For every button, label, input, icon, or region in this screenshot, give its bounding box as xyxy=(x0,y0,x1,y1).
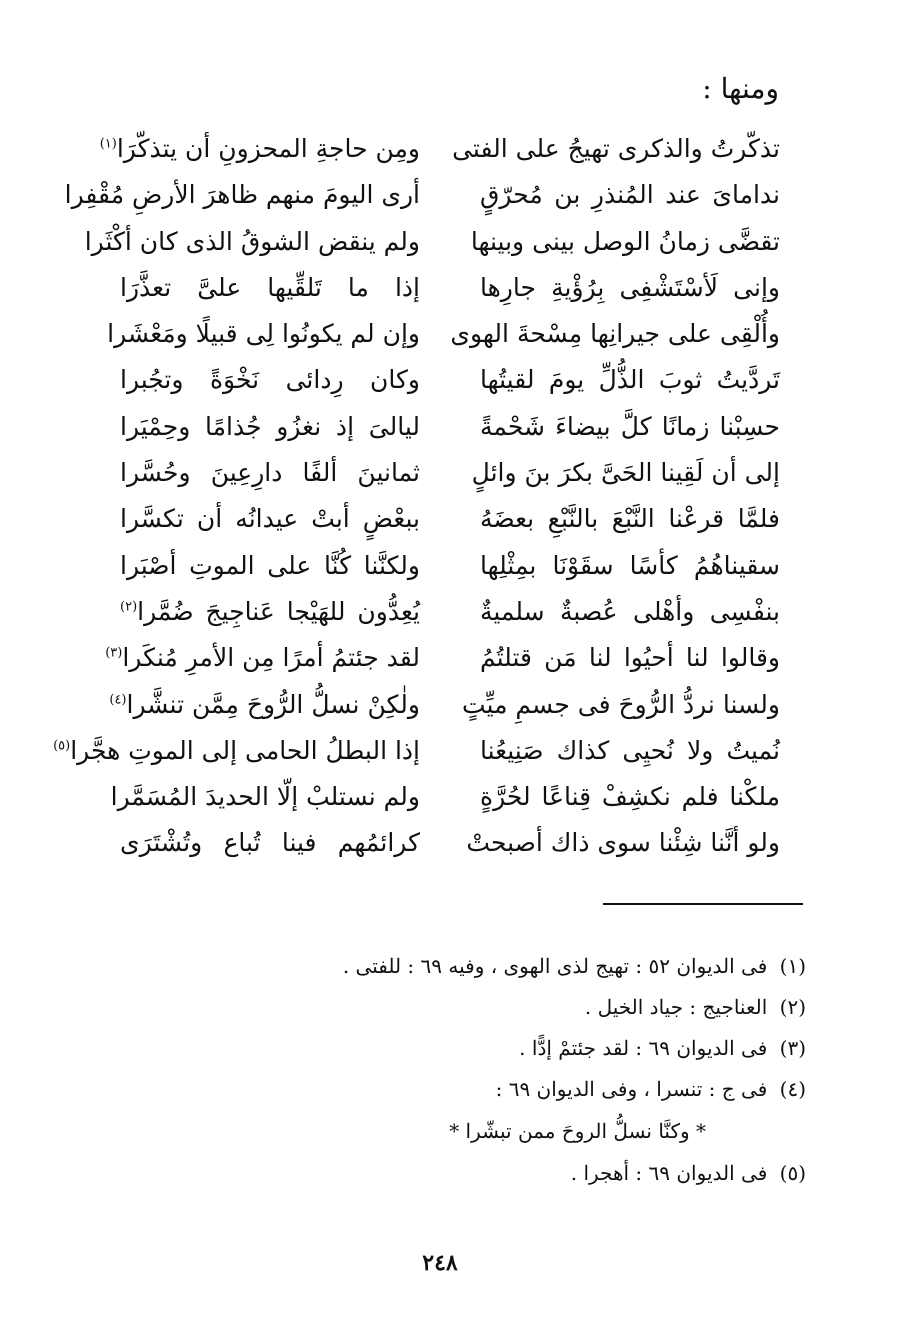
first-hemistich: ولو أنَّنا شِئْنا سوى ذاك أصبحتْ xyxy=(466,828,780,858)
second-hemistich xyxy=(120,589,420,635)
second-hemistich xyxy=(107,311,420,357)
hemistich-text: أرى اليومَ منهم ظاهرَ الأرضِ مُقْفِرا xyxy=(64,180,420,210)
verse-line xyxy=(110,774,780,820)
hemistich-text: ولكنَّنا كُنَّا على الموتِ أصْبَرا xyxy=(120,550,420,580)
footnote xyxy=(286,946,806,987)
second-hemistich xyxy=(84,219,420,265)
hemistich-text: كرائمُهم فينا تُباع وتُشْتَرَى xyxy=(120,828,420,858)
section-heading: ومنها : xyxy=(702,72,779,105)
second-hemistich xyxy=(109,682,420,728)
footnote-text: فى الديوان ٦٩ : أهجرا . xyxy=(570,1161,768,1185)
first-hemistich: بنفْسِى وأهْلى عُصبةٌ سلميةٌ xyxy=(480,596,780,626)
verse-line xyxy=(109,682,780,728)
verse-line xyxy=(120,357,780,403)
second-hemistich xyxy=(105,635,420,681)
footnote-text: فى ج : تنسرا ، وفى الديوان ٦٩ : xyxy=(495,1077,768,1101)
verse-line xyxy=(64,172,780,218)
hemistich-text: ليالىَ إذ نغزُو جُذامًا وحِمْيَرا xyxy=(120,411,420,441)
verse-line xyxy=(120,450,780,496)
second-hemistich xyxy=(64,172,420,218)
footnote-number: (١) xyxy=(779,954,806,978)
footnote-number: (٥) xyxy=(779,1161,806,1185)
verse-line xyxy=(120,404,780,450)
footnote-number: (٣) xyxy=(779,1036,806,1060)
second-hemistich xyxy=(120,496,420,542)
hemistich-text: ولٰكِنْ نسلُّ الرُّوحَ مِمَّن تنشَّرا xyxy=(126,689,420,719)
footnote xyxy=(286,1028,806,1069)
hemistich-text: وكان رِدائى نَخْوَةً وتجُبرا xyxy=(120,365,420,395)
footnotes xyxy=(286,946,806,1194)
footnote-text: فى الديوان ٥٢ : تهيج لذى الهوى ، وفيه ٦٩ : للفتى . xyxy=(342,954,768,978)
footnote-reference: (١) xyxy=(99,136,117,152)
first-hemistich: وإنى لَأسْتَشْفِى بِرُؤْيةِ جارِها xyxy=(480,272,780,302)
first-hemistich: تقضَّى زمانُ الوصل بينى وبينها xyxy=(470,226,780,256)
first-hemistich: إلى أن لَقِينا الحَىَّ بكرَ بنَ وائلٍ xyxy=(471,458,780,488)
verse-line xyxy=(120,496,780,542)
verse-line xyxy=(84,219,780,265)
hemistich-text: ولم نستلبْ إلّا الحديدَ المُسَمَّرا xyxy=(110,782,420,812)
verse-line xyxy=(120,820,780,866)
hemistich-text: إذا البطلُ الحامى إلى الموتِ هجَّرا xyxy=(70,735,420,765)
page-number: ٢٤٨ xyxy=(422,1250,458,1276)
second-hemistich xyxy=(120,450,420,496)
footnote xyxy=(286,1069,806,1110)
first-hemistich: تَردَّيتُ ثوبَ الذُّلِّ يومَ لقيتُها xyxy=(480,365,780,395)
first-hemistich: وأُلْقِى على جيرانِها مِسْحةَ الهوى xyxy=(450,319,780,349)
hemistich-text: وإن لم يكونُوا لِى قبيلًا ومَعْشَرا xyxy=(107,319,420,349)
verse-line xyxy=(53,728,780,774)
second-hemistich xyxy=(99,126,420,172)
first-hemistich: وقالوا لنا أحيُوا لنا مَن قتلتُمُ xyxy=(480,643,780,673)
second-hemistich xyxy=(120,265,420,311)
second-hemistich xyxy=(120,357,420,403)
footnote-reference: (٤) xyxy=(109,692,127,708)
hemistich-text: ثمانينَ ألفًا دارِعِينَ وحُسَّرا xyxy=(120,458,420,488)
second-hemistich xyxy=(110,774,420,820)
footnote-text: فى الديوان ٦٩ : لقد جئتمْ إدًّا . xyxy=(519,1036,768,1060)
first-hemistich: فلمَّا قرعْنا النَّبْعَ بالنَّبْعِ بعضَهُ xyxy=(480,504,780,534)
verse-line xyxy=(99,126,780,172)
hemistich-text: لقد جئتمُ أمرًا مِن الأمرِ مُنكَرا xyxy=(122,643,420,673)
footnote xyxy=(286,987,806,1028)
verse-line xyxy=(107,311,780,357)
first-hemistich: ولسنا نردُّ الرُّوحَ فى جسمِ ميِّتٍ xyxy=(461,689,780,719)
footnote-number: (٢) xyxy=(779,995,806,1019)
first-hemistich: تذكّرتُ والذكرى تهيجُ على الفتى xyxy=(452,134,780,163)
first-hemistich: ملكْنا فلم نكشِفْ قِناعًا لحُرَّةٍ xyxy=(480,782,780,812)
hemistich-text: ببعْضٍ أبتْ عيدانُه أن تكسَّرا xyxy=(120,504,420,534)
first-hemistich: سقيناهُمُ كأسًا سقَوْنَا بمِثْلِها xyxy=(480,550,780,580)
verse-line xyxy=(120,589,780,635)
second-hemistich xyxy=(120,543,420,589)
footnote-number: (٤) xyxy=(779,1077,806,1101)
verse-line xyxy=(120,543,780,589)
footnote-quoted-verse: * وكنَّا نسلُّ الروحَ ممن تبشّرا * xyxy=(449,1119,706,1143)
poem-verses xyxy=(53,126,780,867)
first-hemistich: نُميتُ ولا نُحيِى كذاك صَنِيعُنا xyxy=(480,735,780,765)
second-hemistich xyxy=(120,404,420,450)
second-hemistich xyxy=(53,728,420,774)
footnote-separator xyxy=(603,903,803,905)
footnote-text: العناجيج : جياد الخيل . xyxy=(584,995,768,1019)
first-hemistich: حسِبْنا زمانًا كلَّ بيضاءَ شَحْمةً xyxy=(480,411,780,441)
hemistich-text: إذا ما تَلقِّيها علىَّ تعذَّرَا xyxy=(120,272,420,302)
verse-line xyxy=(105,635,780,681)
footnote xyxy=(286,1153,806,1194)
second-hemistich xyxy=(120,820,420,866)
hemistich-text: يُعِدُّون للهَيْجا عَناجِيجَ ضُمَّرا xyxy=(137,596,420,626)
verse-line xyxy=(120,265,780,311)
footnote-reference: (٥) xyxy=(53,738,71,754)
footnote-reference: (٣) xyxy=(105,645,123,661)
hemistich-text: ولم ينقض الشوقُ الذى كان أكْثَرا xyxy=(84,226,420,256)
footnote-reference: (٢) xyxy=(120,599,138,615)
hemistich-text: ومِن حاجةِ المحزونِ أن يتذكّرَا xyxy=(116,134,420,163)
first-hemistich: نداماىَ عند المُنذرِ بن مُحرّقٍ xyxy=(480,180,780,210)
